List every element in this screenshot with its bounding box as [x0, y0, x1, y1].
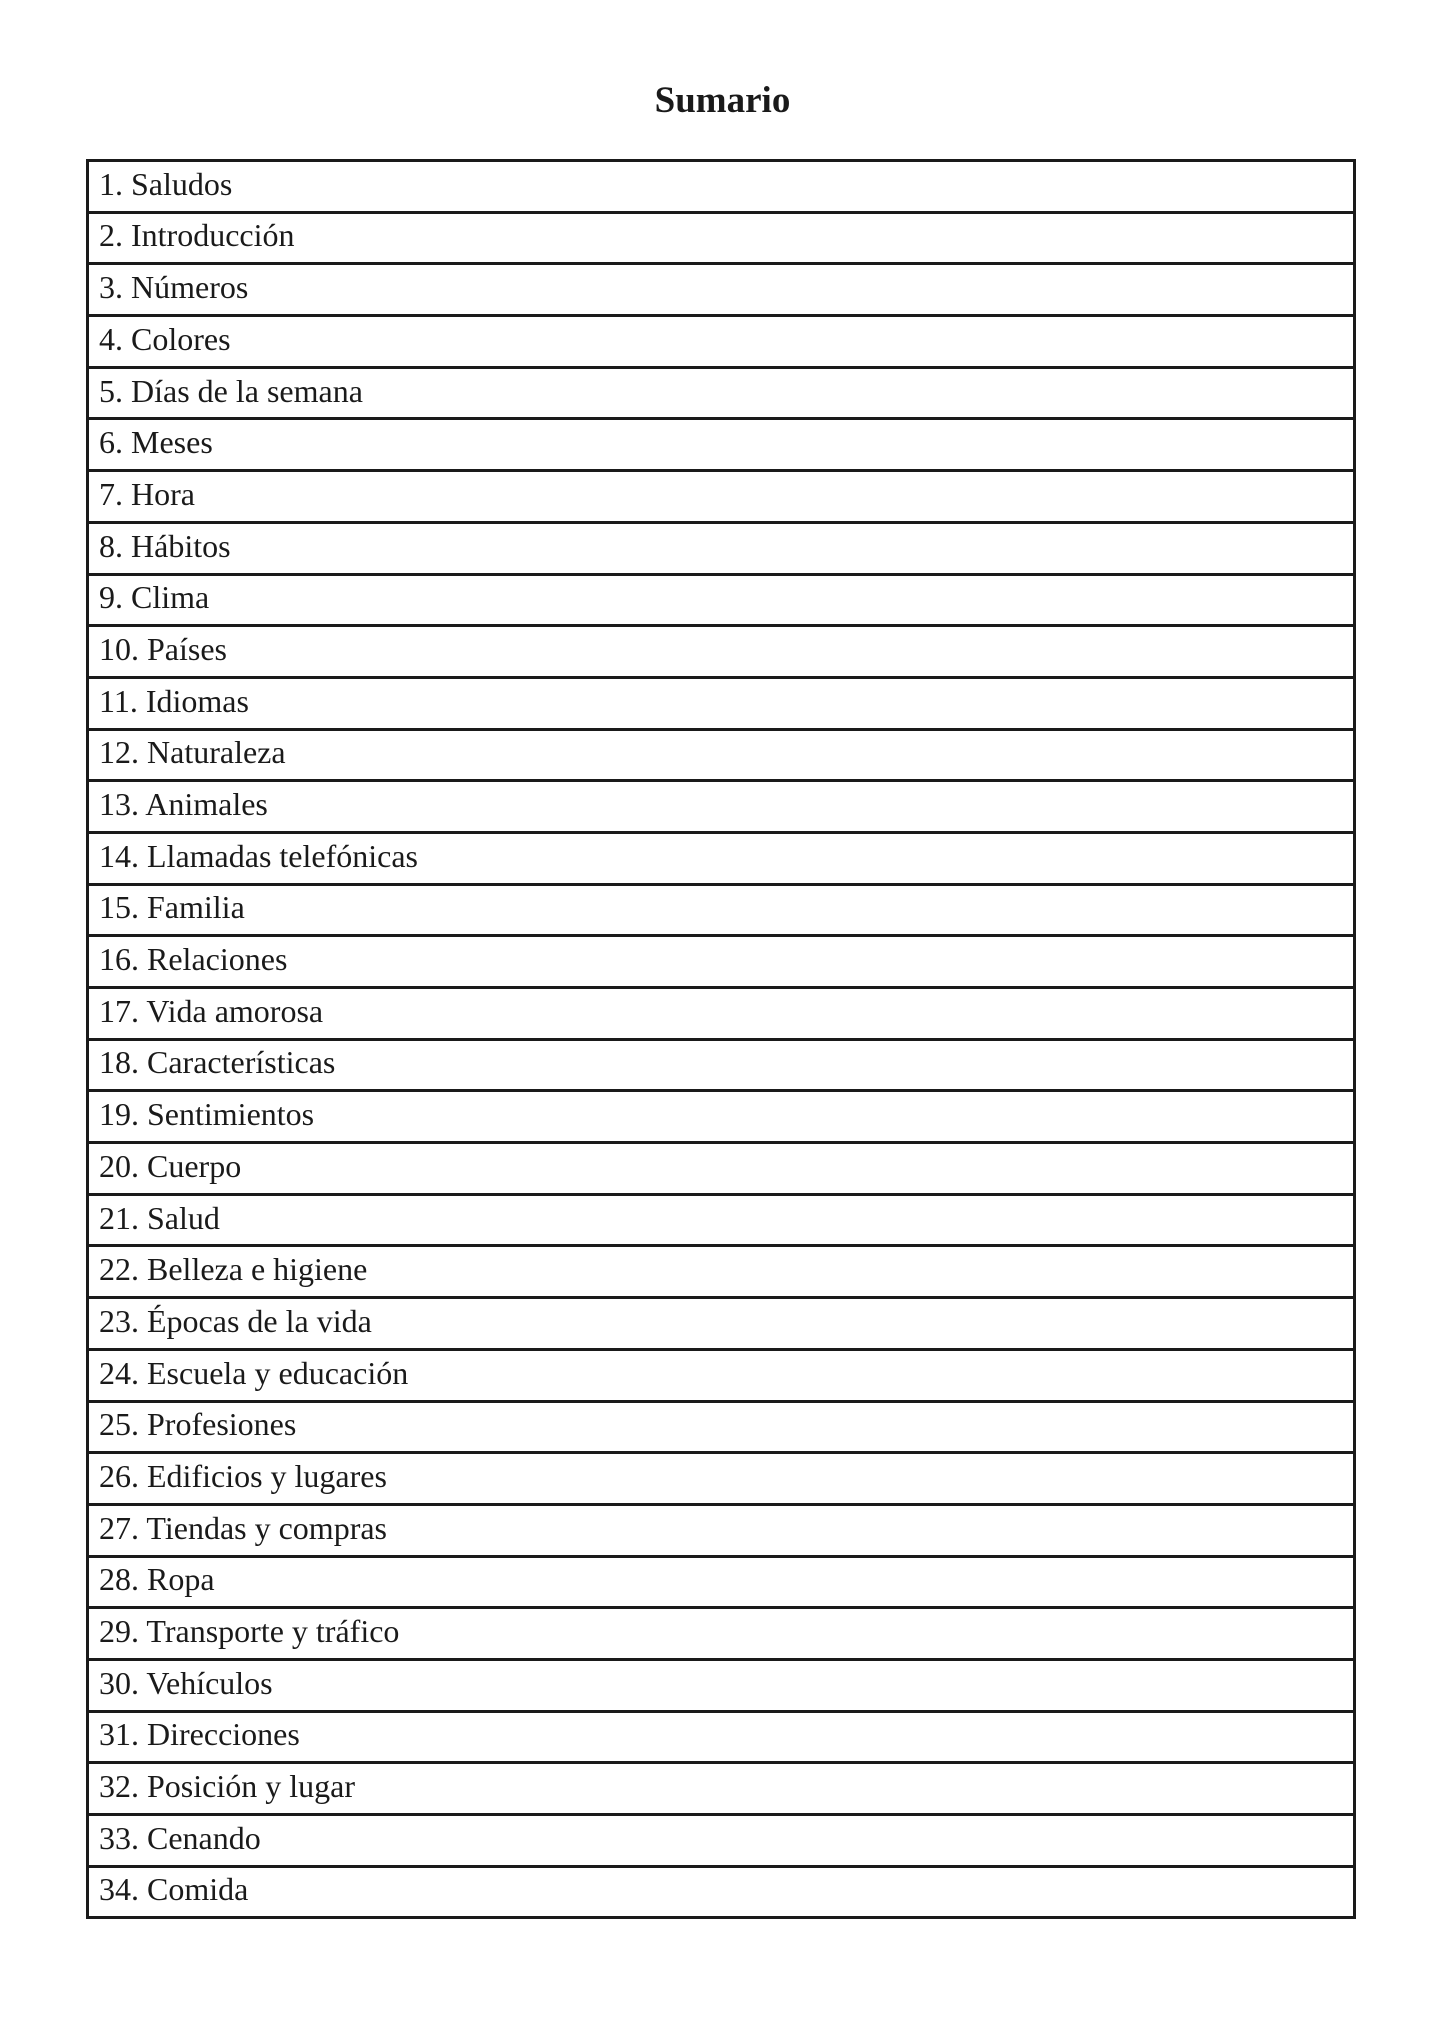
toc-item-label: 30. Vehículos [88, 1659, 1355, 1711]
toc-item-label: 7. Hora [88, 471, 1355, 523]
toc-item-label: 28. Ropa [88, 1556, 1355, 1608]
toc-item-label: 31. Direcciones [88, 1711, 1355, 1763]
toc-item-label: 22. Belleza e higiene [88, 1246, 1355, 1298]
toc-item-label: 14. Llamadas telefónicas [88, 832, 1355, 884]
toc-row [88, 522, 1355, 574]
toc-item-label: 9. Clima [88, 574, 1355, 626]
toc-item-label: 5. Días de la semana [88, 367, 1355, 419]
toc-item-label: 32. Posición y lugar [88, 1763, 1355, 1815]
toc-row [88, 574, 1355, 626]
toc-row [88, 729, 1355, 781]
toc-item-label: 19. Sentimientos [88, 1091, 1355, 1143]
toc-item-label: 17. Vida amorosa [88, 988, 1355, 1040]
toc-row [88, 988, 1355, 1040]
toc-item-label: 1. Saludos [88, 161, 1355, 213]
toc-item-label: 29. Transporte y tráfico [88, 1608, 1355, 1660]
toc-row [88, 1763, 1355, 1815]
toc-item-label: 8. Hábitos [88, 522, 1355, 574]
toc-item-label: 34. Comida [88, 1866, 1355, 1918]
toc-item-label: 6. Meses [88, 419, 1355, 471]
toc-row [88, 471, 1355, 523]
toc-row [88, 1659, 1355, 1711]
toc-row [88, 212, 1355, 264]
toc-item-label: 25. Profesiones [88, 1401, 1355, 1453]
toc-item-label: 33. Cenando [88, 1815, 1355, 1867]
toc-item-label: 23. Épocas de la vida [88, 1298, 1355, 1350]
toc-row [88, 316, 1355, 368]
toc-row [88, 1556, 1355, 1608]
toc-row [88, 1246, 1355, 1298]
toc-item-label: 26. Edificios y lugares [88, 1453, 1355, 1505]
toc-item-label: 27. Tiendas y compras [88, 1504, 1355, 1556]
toc-item-label: 4. Colores [88, 316, 1355, 368]
toc-row [88, 1608, 1355, 1660]
toc-row [88, 1091, 1355, 1143]
toc-row [88, 781, 1355, 833]
toc-row [88, 1194, 1355, 1246]
toc-row [88, 936, 1355, 988]
toc-row [88, 1143, 1355, 1195]
toc-item-label: 21. Salud [88, 1194, 1355, 1246]
page-title: Sumario [654, 80, 791, 121]
toc-row [88, 1039, 1355, 1091]
toc-table-body [88, 161, 1355, 1918]
toc-row [88, 1815, 1355, 1867]
toc-item-label: 12. Naturaleza [88, 729, 1355, 781]
toc-row [88, 264, 1355, 316]
toc-row [88, 1401, 1355, 1453]
toc-item-label: 15. Familia [88, 884, 1355, 936]
toc-item-label: 13. Animales [88, 781, 1355, 833]
toc-item-label: 18. Características [88, 1039, 1355, 1091]
toc-row [88, 161, 1355, 213]
toc-row [88, 1453, 1355, 1505]
toc-item-label: 16. Relaciones [88, 936, 1355, 988]
toc-item-label: 2. Introducción [88, 212, 1355, 264]
toc-row [88, 884, 1355, 936]
toc-row [88, 419, 1355, 471]
toc-row [88, 1298, 1355, 1350]
toc-item-label: 24. Escuela y educación [88, 1349, 1355, 1401]
toc-item-label: 10. Países [88, 626, 1355, 678]
toc-table [86, 159, 1356, 1919]
toc-row [88, 1866, 1355, 1918]
toc-row [88, 1711, 1355, 1763]
toc-row [88, 1349, 1355, 1401]
toc-row [88, 367, 1355, 419]
toc-item-label: 11. Idiomas [88, 677, 1355, 729]
toc-row [88, 677, 1355, 729]
toc-item-label: 3. Números [88, 264, 1355, 316]
toc-row [88, 832, 1355, 884]
toc-row [88, 1504, 1355, 1556]
toc-item-label: 20. Cuerpo [88, 1143, 1355, 1195]
toc-row [88, 626, 1355, 678]
